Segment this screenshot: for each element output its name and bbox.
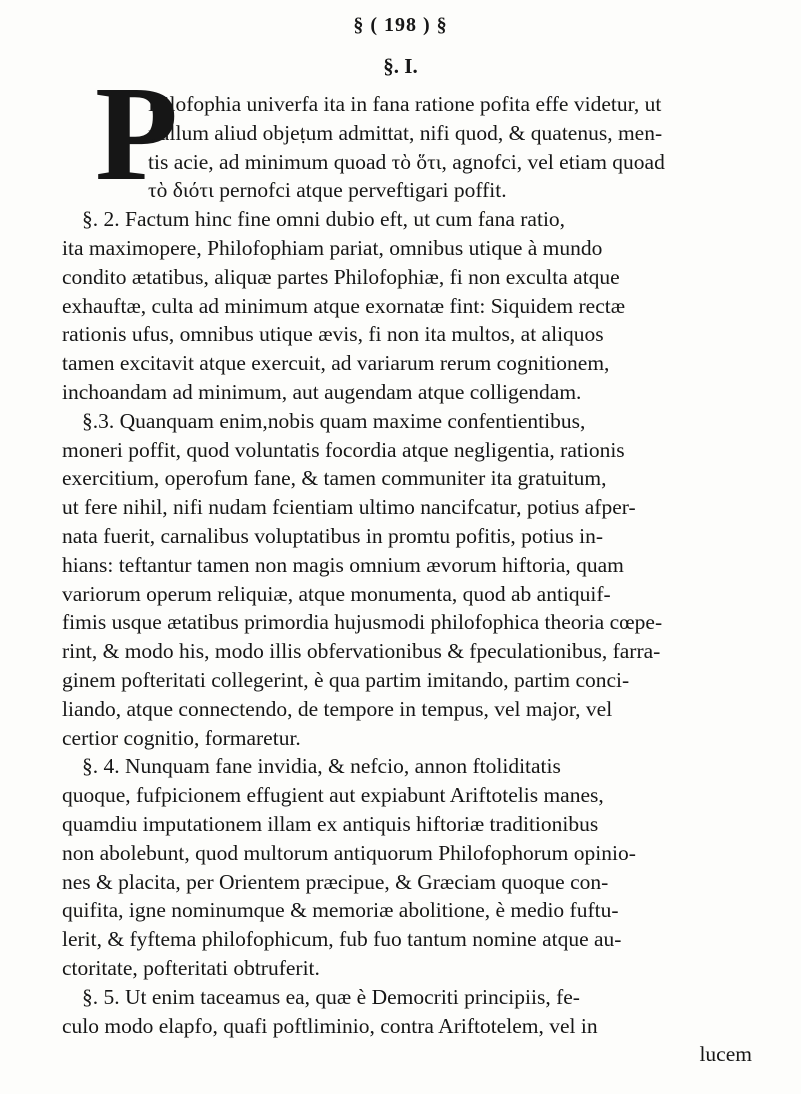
running-head bbox=[0, 12, 801, 38]
text-line: Hilofophia univerfa ita in fana ratione pofita effe videtur, ut bbox=[148, 92, 662, 116]
text-line: quoque, fufpicionem effugient aut expiabunt Ariftotelis manes, bbox=[62, 783, 604, 808]
text-line: ita maximopere, Philofophiam pariat, omnibus utique à mundo bbox=[62, 235, 603, 260]
catchword: lucem bbox=[699, 1042, 752, 1067]
text-line: liando, atque connectendo, de tempore in tempus, vel major, vel bbox=[62, 696, 613, 721]
text-line: rint, & modo his, modo illis obfervationibus & fpeculationibus, farra- bbox=[62, 639, 661, 664]
text-line: hians: teftantur tamen non magis omnium ævorum hiftoria, quam bbox=[62, 552, 624, 577]
text-line: §. 4. Nunquam fane invidia, & nefcio, annon ftoliditatis bbox=[82, 754, 561, 779]
text-line: §.3. Quanquam enim,nobis quam maxime confentientibus, bbox=[82, 408, 586, 433]
text-line: quamdiu imputationem illam ex antiquis hiftoriæ traditionibus bbox=[62, 811, 599, 836]
text-line: certior cognitio, formaretur. bbox=[62, 725, 301, 750]
text-line: §. 5. Ut enim taceamus ea, quæ è Democriti principiis, fe- bbox=[82, 984, 580, 1009]
text-line: exhauftæ, culta ad minimum atque exornatæ fint: Siquidem rectæ bbox=[62, 293, 626, 318]
text-line: exercitium, operofum fane, & tamen communiter ita gratuitum, bbox=[62, 466, 607, 491]
text-line: nata fuerit, carnalibus voluptatibus in promtu pofitis, potius in- bbox=[62, 523, 603, 548]
text-line: ut fere nihil, nifi nudam fcientiam ultimo nancifcatur, potius afper- bbox=[62, 495, 636, 520]
text-line: fimis usque ætatibus primordia hujusmodi philofophica theoria cœpe- bbox=[62, 610, 663, 635]
text-line: inchoandam ad minimum, aut augendam atque colligendam. bbox=[62, 379, 582, 404]
text-line: τὸ διότι pernofci atque perveftigari poffit. bbox=[148, 178, 507, 203]
text-line: rationis ufus, omnibus utique ævis, fi non ita multos, at aliquos bbox=[62, 322, 604, 347]
text-line: ginem pofteritati collegerint, è qua partim imitando, partim conci- bbox=[62, 667, 630, 692]
section-heading: §. I. bbox=[383, 54, 418, 78]
text-line: moneri poffit, quod voluntatis focordia atque negligentia, rationis bbox=[62, 437, 625, 462]
text-line: §. 2. Factum hinc fine omni dubio eft, ut cum fana ratio, bbox=[82, 207, 566, 232]
text-line: ctoritate, pofteritati obtruferit. bbox=[62, 955, 320, 980]
body-text bbox=[62, 90, 762, 1069]
text-line: quifita, igne nominumque & memoriæ abolitione, è medio fuftu- bbox=[62, 898, 619, 923]
drop-cap: P bbox=[95, 59, 179, 209]
text-line: nes & placita, per Orientem præcipue, & Græciam quoque con- bbox=[62, 869, 609, 894]
running-head-text: § ( 198 ) § bbox=[353, 14, 448, 36]
text-line: variorum operum reliquiæ, atque monumenta, quod ab antiquif- bbox=[62, 581, 611, 606]
text-line: non abolebunt, quod multorum antiquorum Philofophorum opinio- bbox=[62, 840, 636, 865]
text-line: culo modo elapfo, quafi poftliminio, contra Ariftotelem, vel in bbox=[62, 1013, 598, 1038]
text-line: nullum aliud objeṭum admittat, nifi quod, & quatenus, men- bbox=[148, 120, 663, 145]
text-line: tamen excitavit atque exercuit, ad variarum rerum cognitionem, bbox=[62, 351, 610, 376]
text-line: lerit, & fyftema philofophicum, fub fuo tantum nomine atque au- bbox=[62, 927, 622, 952]
text-line: tis acie, ad minimum quoad τὸ ὅτι, agnofci, vel etiam quoad bbox=[148, 149, 665, 174]
text-line: condito ætatibus, aliquæ partes Philofophiæ, fi non exculta atque bbox=[62, 264, 620, 289]
